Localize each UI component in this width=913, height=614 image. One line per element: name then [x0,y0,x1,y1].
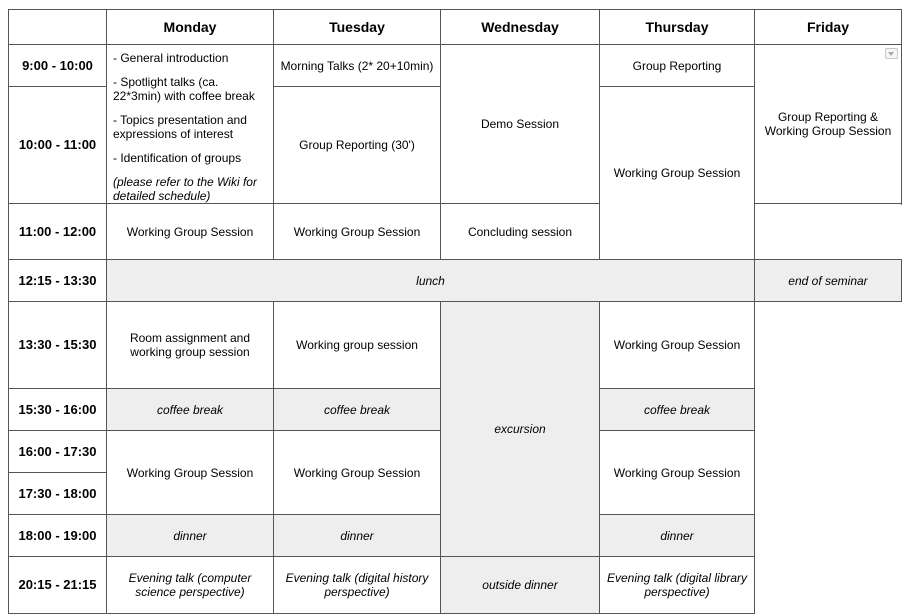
friday-reporting-cell [755,45,902,204]
time-slot: 18:00 - 19:00 [9,515,107,557]
monday-dinner: dinner [107,515,274,557]
day-header-wednesday: Wednesday [441,10,600,45]
monday-late: Working Group Session [107,431,274,515]
time-slot: 17:30 - 18:00 [9,473,107,515]
tuesday-talks: Morning Talks (2* 20+10min) [274,45,441,87]
corner-cell [9,10,107,45]
monday-item: - Topics presentation and expressions of interest [113,113,247,141]
tuesday-dinner: dinner [274,515,441,557]
tuesday-afternoon: Working group session [274,302,441,389]
monday-evening: Evening talk (computer science perspective) [107,557,274,614]
day-header-thursday: Thursday [600,10,755,45]
time-slot: 10:00 - 11:00 [9,87,107,204]
wednesday-working: Working Group Session [274,204,441,260]
friday-end: end of seminar [755,260,902,302]
tuesday-late: Working Group Session [274,431,441,515]
wednesday-evening: outside dinner [441,557,600,614]
time-slot: 12:15 - 13:30 [9,260,107,302]
friday-concluding: Concluding session [441,204,600,260]
time-slot: 13:30 - 15:30 [9,302,107,389]
monday-coffee: coffee break [107,389,274,431]
day-header-monday: Monday [107,10,274,45]
day-header-friday: Friday [755,10,902,45]
thursday-reporting: Group Reporting [600,45,755,87]
time-slot: 15:30 - 16:00 [9,389,107,431]
lunch-cell: lunch [107,260,755,302]
time-slot: 9:00 - 10:00 [9,45,107,87]
wednesday-demo: Demo Session [441,45,600,204]
friday-reporting: Group Reporting & Working Group Session [764,110,892,138]
thursday-coffee: coffee break [600,389,755,431]
monday-afternoon: Room assignment and working group session [107,302,274,389]
tuesday-coffee: coffee break [274,389,441,431]
wednesday-excursion: excursion [441,302,600,557]
thursday-afternoon: Working Group Session [600,302,755,389]
monday-item: - Spotlight talks (ca. 22*3min) with coffee break [113,75,255,103]
monday-item: - Identification of groups [113,151,242,165]
time-slot: 20:15 - 21:15 [9,557,107,614]
thursday-late: Working Group Session [600,431,755,515]
monday-note: (please refer to the Wiki for detailed schedule) [113,175,257,203]
time-slot: 11:00 - 12:00 [9,204,107,260]
tuesday-working: Working Group Session [107,204,274,260]
monday-item: - General introduction [113,51,229,65]
time-slot: 16:00 - 17:30 [9,431,107,473]
thursday-working: Working Group Session [600,87,755,260]
schedule-table [8,9,902,614]
monday-morning-cell [107,45,274,204]
day-header-tuesday: Tuesday [274,10,441,45]
thursday-evening: Evening talk (digital library perspective) [600,557,755,614]
tuesday-reporting: Group Reporting (30') [274,87,441,204]
dropdown-arrow-icon[interactable] [885,48,898,59]
thursday-dinner: dinner [600,515,755,557]
friday-empty [755,302,902,614]
tuesday-evening: Evening talk (digital history perspective) [274,557,441,614]
